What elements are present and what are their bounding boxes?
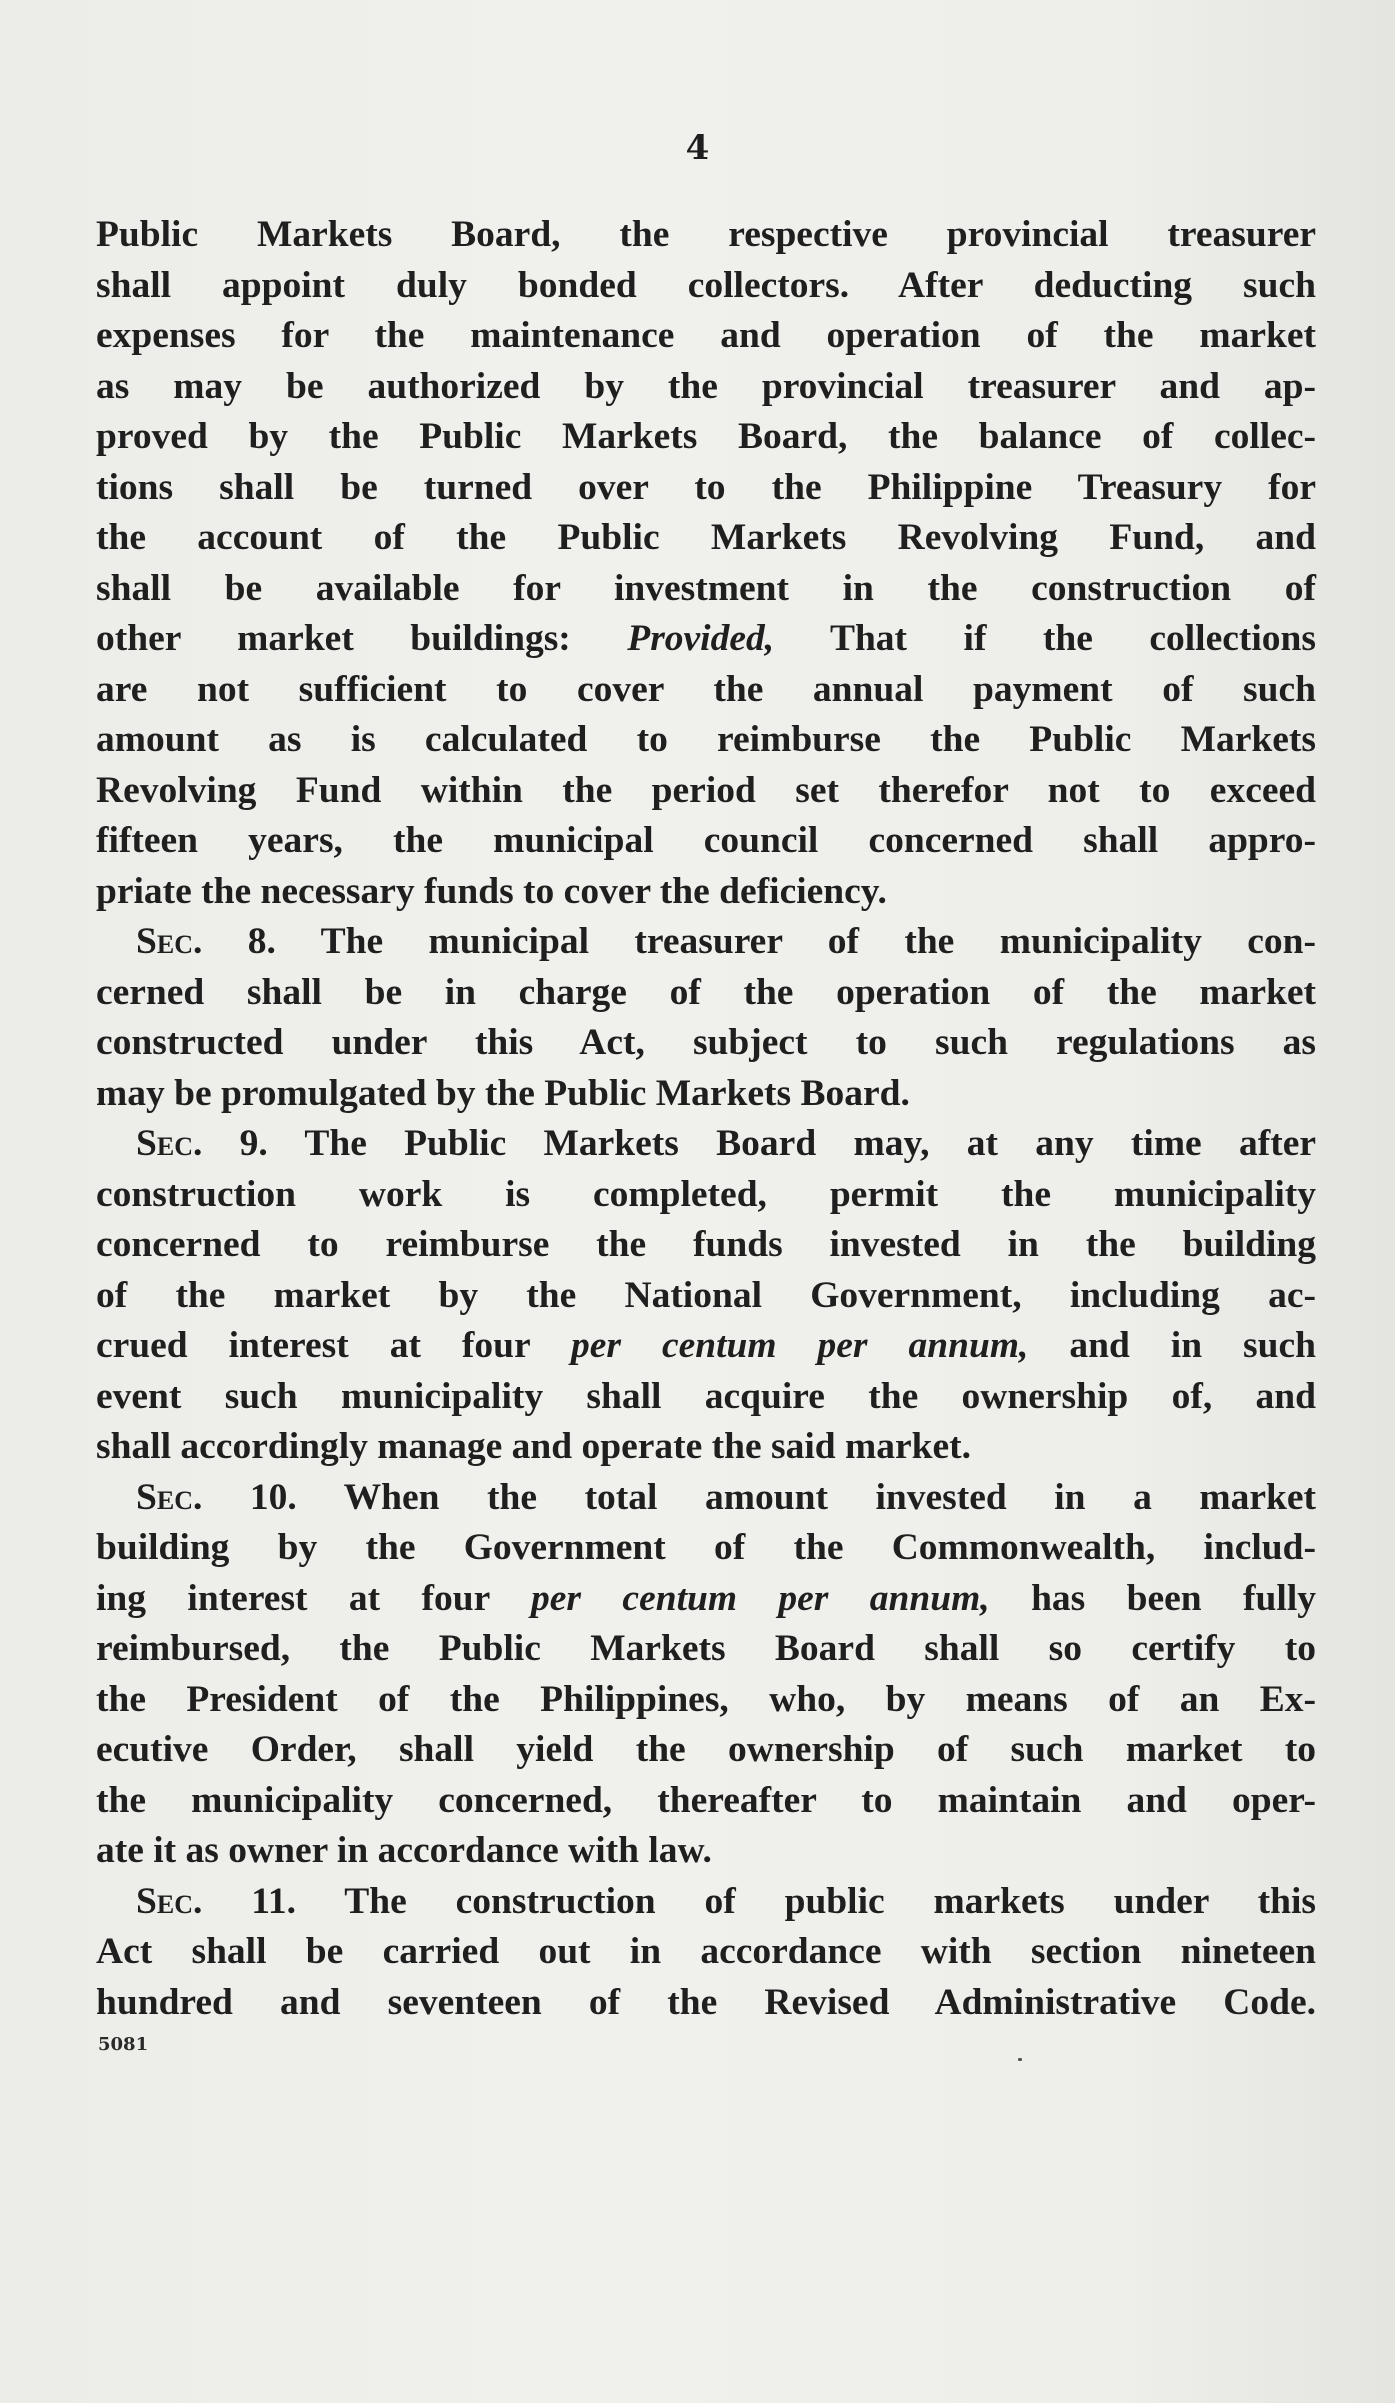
section-9 — [96, 1119, 1316, 1473]
text-line: may be promulgated by the Public Markets Board. — [96, 1072, 910, 1114]
text-line: the President of the Philippines, who, by means of an Ex- — [96, 1678, 1316, 1720]
text-line: Revolving Fund within the period set therefor not to exceed — [96, 769, 1316, 811]
text-line: Act shall be carried out in accordance with section nineteen — [96, 1931, 1316, 1972]
italic-term: per centum per annum, — [570, 1325, 1029, 1366]
text-line: concerned to reimburse the funds invested in the building — [96, 1224, 1316, 1265]
text-line: ecutive Order, shall yield the ownership of such market to — [96, 1729, 1316, 1770]
text-line: are not sufficient to cover the annual payment of such — [96, 668, 1316, 710]
text-line — [96, 614, 1316, 665]
text-line: proved by the Public Markets Board, the balance of collec- — [96, 416, 1316, 457]
text-line: Public Markets Board, the respective provincial treasurer — [96, 214, 1316, 255]
text-segment: crued interest at four — [96, 1325, 530, 1366]
paragraph-continuation — [96, 210, 1316, 917]
page-number: 4 — [685, 128, 710, 168]
section-8 — [96, 917, 1316, 1119]
text-segment: The municipal treasurer of the municipality con- — [320, 921, 1316, 962]
text-line: shall accordingly manage and operate the said market. — [96, 1426, 971, 1467]
section-label: Sec. 9. — [136, 1123, 268, 1164]
text-line — [96, 1574, 1316, 1625]
text-segment: other market buildings: — [96, 618, 571, 659]
text-line: shall be available for investment in the construction of — [96, 567, 1316, 609]
text-line: fifteen years, the municipal council concerned shall appro- — [96, 820, 1316, 861]
text-segment: The Public Markets Board may, at any time after — [304, 1123, 1316, 1164]
print-code: 5081 — [98, 2034, 149, 2055]
text-line: the municipality concerned, thereafter to maintain and oper- — [96, 1779, 1316, 1821]
text-line: building by the Government of the Commonwealth, includ- — [96, 1527, 1316, 1568]
text-line: hundred and seventeen of the Revised Administrative Code. — [96, 1981, 1316, 2023]
text-segment: When the total amount invested in a market — [343, 1476, 1316, 1518]
text-line: event such municipality shall acquire the ownership of, and — [96, 1375, 1316, 1417]
section-label: Sec. 11. — [136, 1880, 297, 1922]
text-line: expenses for the maintenance and operation of the market — [96, 315, 1316, 356]
text-line: construction work is completed, permit the municipality — [96, 1173, 1316, 1215]
text-line: tions shall be turned over to the Philippine Treasury for — [96, 466, 1316, 508]
section-label: Sec. 8. — [136, 921, 276, 962]
text-line — [96, 1473, 1316, 1524]
text-line: priate the necessary funds to cover the deficiency. — [96, 870, 887, 912]
text-line: the account of the Public Markets Revolving Fund, and — [96, 517, 1316, 558]
text-segment: has been fully — [1031, 1577, 1316, 1619]
text-line: as may be authorized by the provincial treasurer and ap- — [96, 365, 1316, 407]
section-10 — [96, 1473, 1316, 1877]
body-text — [96, 210, 1316, 2028]
text-line: reimbursed, the Public Markets Board shall so certify to — [96, 1628, 1316, 1669]
text-line: ate it as owner in accordance with law. — [96, 1830, 712, 1871]
text-line — [96, 1321, 1316, 1372]
section-11 — [96, 1877, 1316, 2029]
section-label: Sec. 10. — [136, 1476, 297, 1518]
text-line: constructed under this Act, subject to such regulations as — [96, 1022, 1316, 1063]
italic-term: per centum per annum, — [531, 1577, 990, 1619]
text-segment: That if the collections — [829, 618, 1316, 659]
text-line — [96, 1877, 1316, 1928]
text-line: cerned shall be in charge of the operation of the market — [96, 971, 1316, 1013]
text-line: amount as is calculated to reimburse the Public Markets — [96, 719, 1316, 760]
text-segment: The construction of public markets under this — [344, 1880, 1316, 1922]
text-segment: and in such — [1069, 1325, 1316, 1366]
text-line — [96, 1119, 1316, 1170]
text-line: shall appoint duly bonded collectors. After deducting such — [96, 264, 1316, 306]
text-line: of the market by the National Government, including ac- — [96, 1274, 1316, 1316]
italic-term: Provided, — [627, 618, 775, 659]
print-speck — [1018, 2058, 1022, 2061]
text-line — [96, 917, 1316, 968]
text-segment: ing interest at four — [96, 1577, 490, 1619]
